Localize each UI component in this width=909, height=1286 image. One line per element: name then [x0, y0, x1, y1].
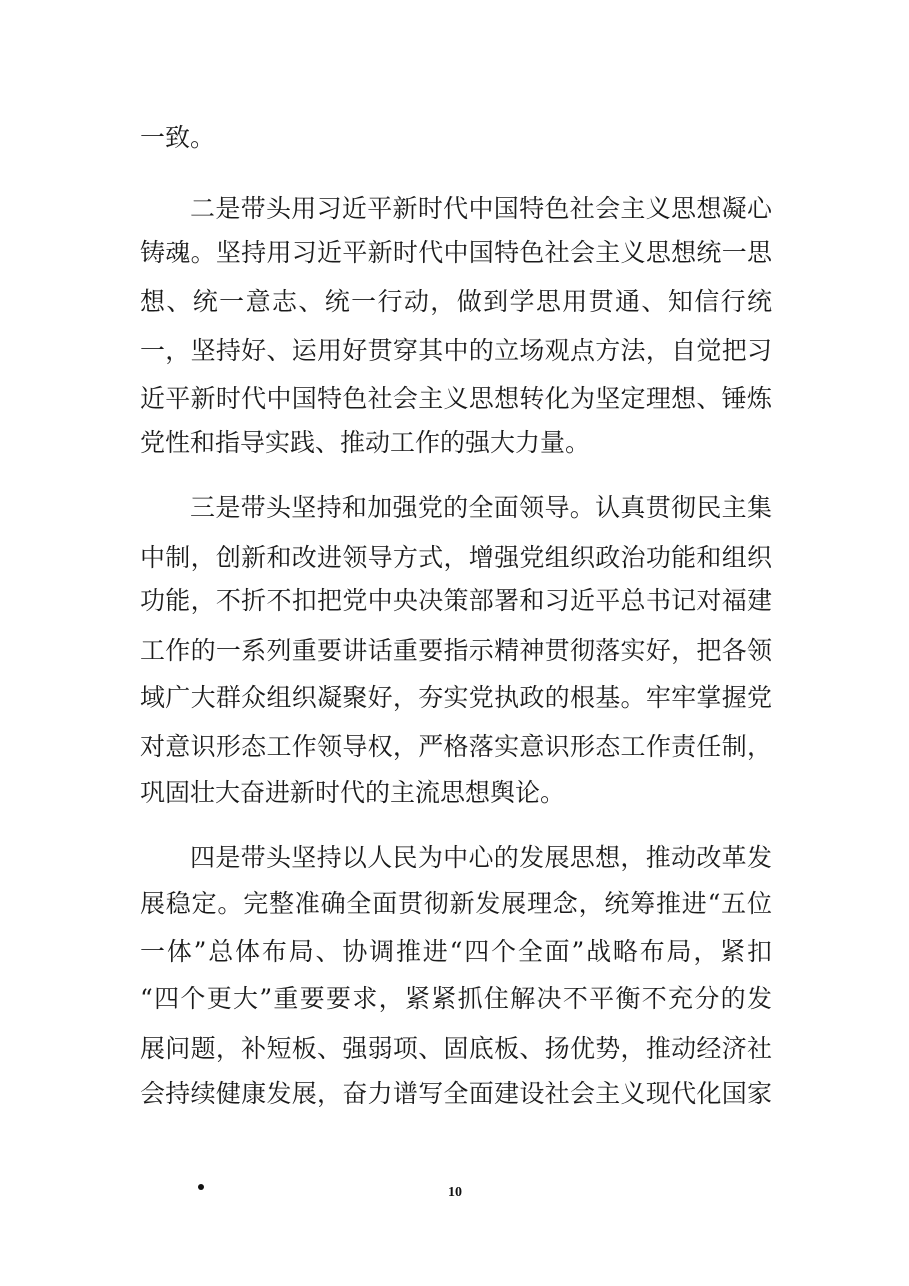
text-line: 二是带头用习近平新时代中国特色社会主义思想凝心 — [190, 194, 772, 223]
text-line: 展稳定。完整准确全面贯彻新发展理念，统筹推进“五位 — [140, 889, 772, 918]
text-line: 会持续健康发展，奋力谱写全面建设社会主义现代化国家 — [140, 1079, 772, 1108]
text-line: 想、统一意志、统一行动，做到学思用贯通、知信行统 — [140, 287, 772, 316]
text-line: 近平新时代中国特色社会主义思想转化为坚定理想、锤炼 — [140, 384, 772, 413]
text-line: 四是带头坚持以人民为中心的发展思想，推动改革发 — [190, 843, 772, 872]
text-line: 巩固壮大奋进新时代的主流思想舆论。 — [140, 778, 566, 807]
text-line: 中制，创新和改进领导方式，增强党组织政治功能和组织 — [140, 543, 772, 572]
text-line: 铸魂。坚持用习近平新时代中国特色社会主义思想统一思 — [140, 238, 772, 267]
footer-bullet-icon — [198, 1184, 204, 1190]
text-line: 功能，不折不扣把党中央决策部署和习近平总书记对福建 — [140, 586, 772, 615]
text-line: 域广大群众组织凝聚好，夯实党执政的根基。牢牢掌握党 — [140, 683, 772, 712]
text-line: 党性和指导实践、推动工作的强大力量。 — [140, 428, 591, 457]
text-line: 一，坚持好、运用好贯穿其中的立场观点方法，自觉把习 — [140, 336, 772, 365]
page-number: 10 — [448, 1185, 462, 1200]
text-line: 工作的一系列重要讲话重要指示精神贯彻落实好，把各领 — [140, 636, 772, 665]
text-line: 展问题，补短板、强弱项、固底板、扬优势，推动经济社 — [140, 1034, 772, 1063]
text-line: 一体”总体布局、协调推进“四个全面”战略布局，紧扣 — [140, 937, 772, 966]
text-line: 对意识形态工作领导权，严格落实意识形态工作责任制， — [140, 732, 772, 761]
text-line: “四个更大”重要要求，紧紧抓住解决不平衡不充分的发 — [140, 984, 772, 1013]
text-line: 三是带头坚持和加强党的全面领导。认真贯彻民主集 — [190, 493, 772, 522]
text-line: 一致。 — [140, 123, 216, 152]
